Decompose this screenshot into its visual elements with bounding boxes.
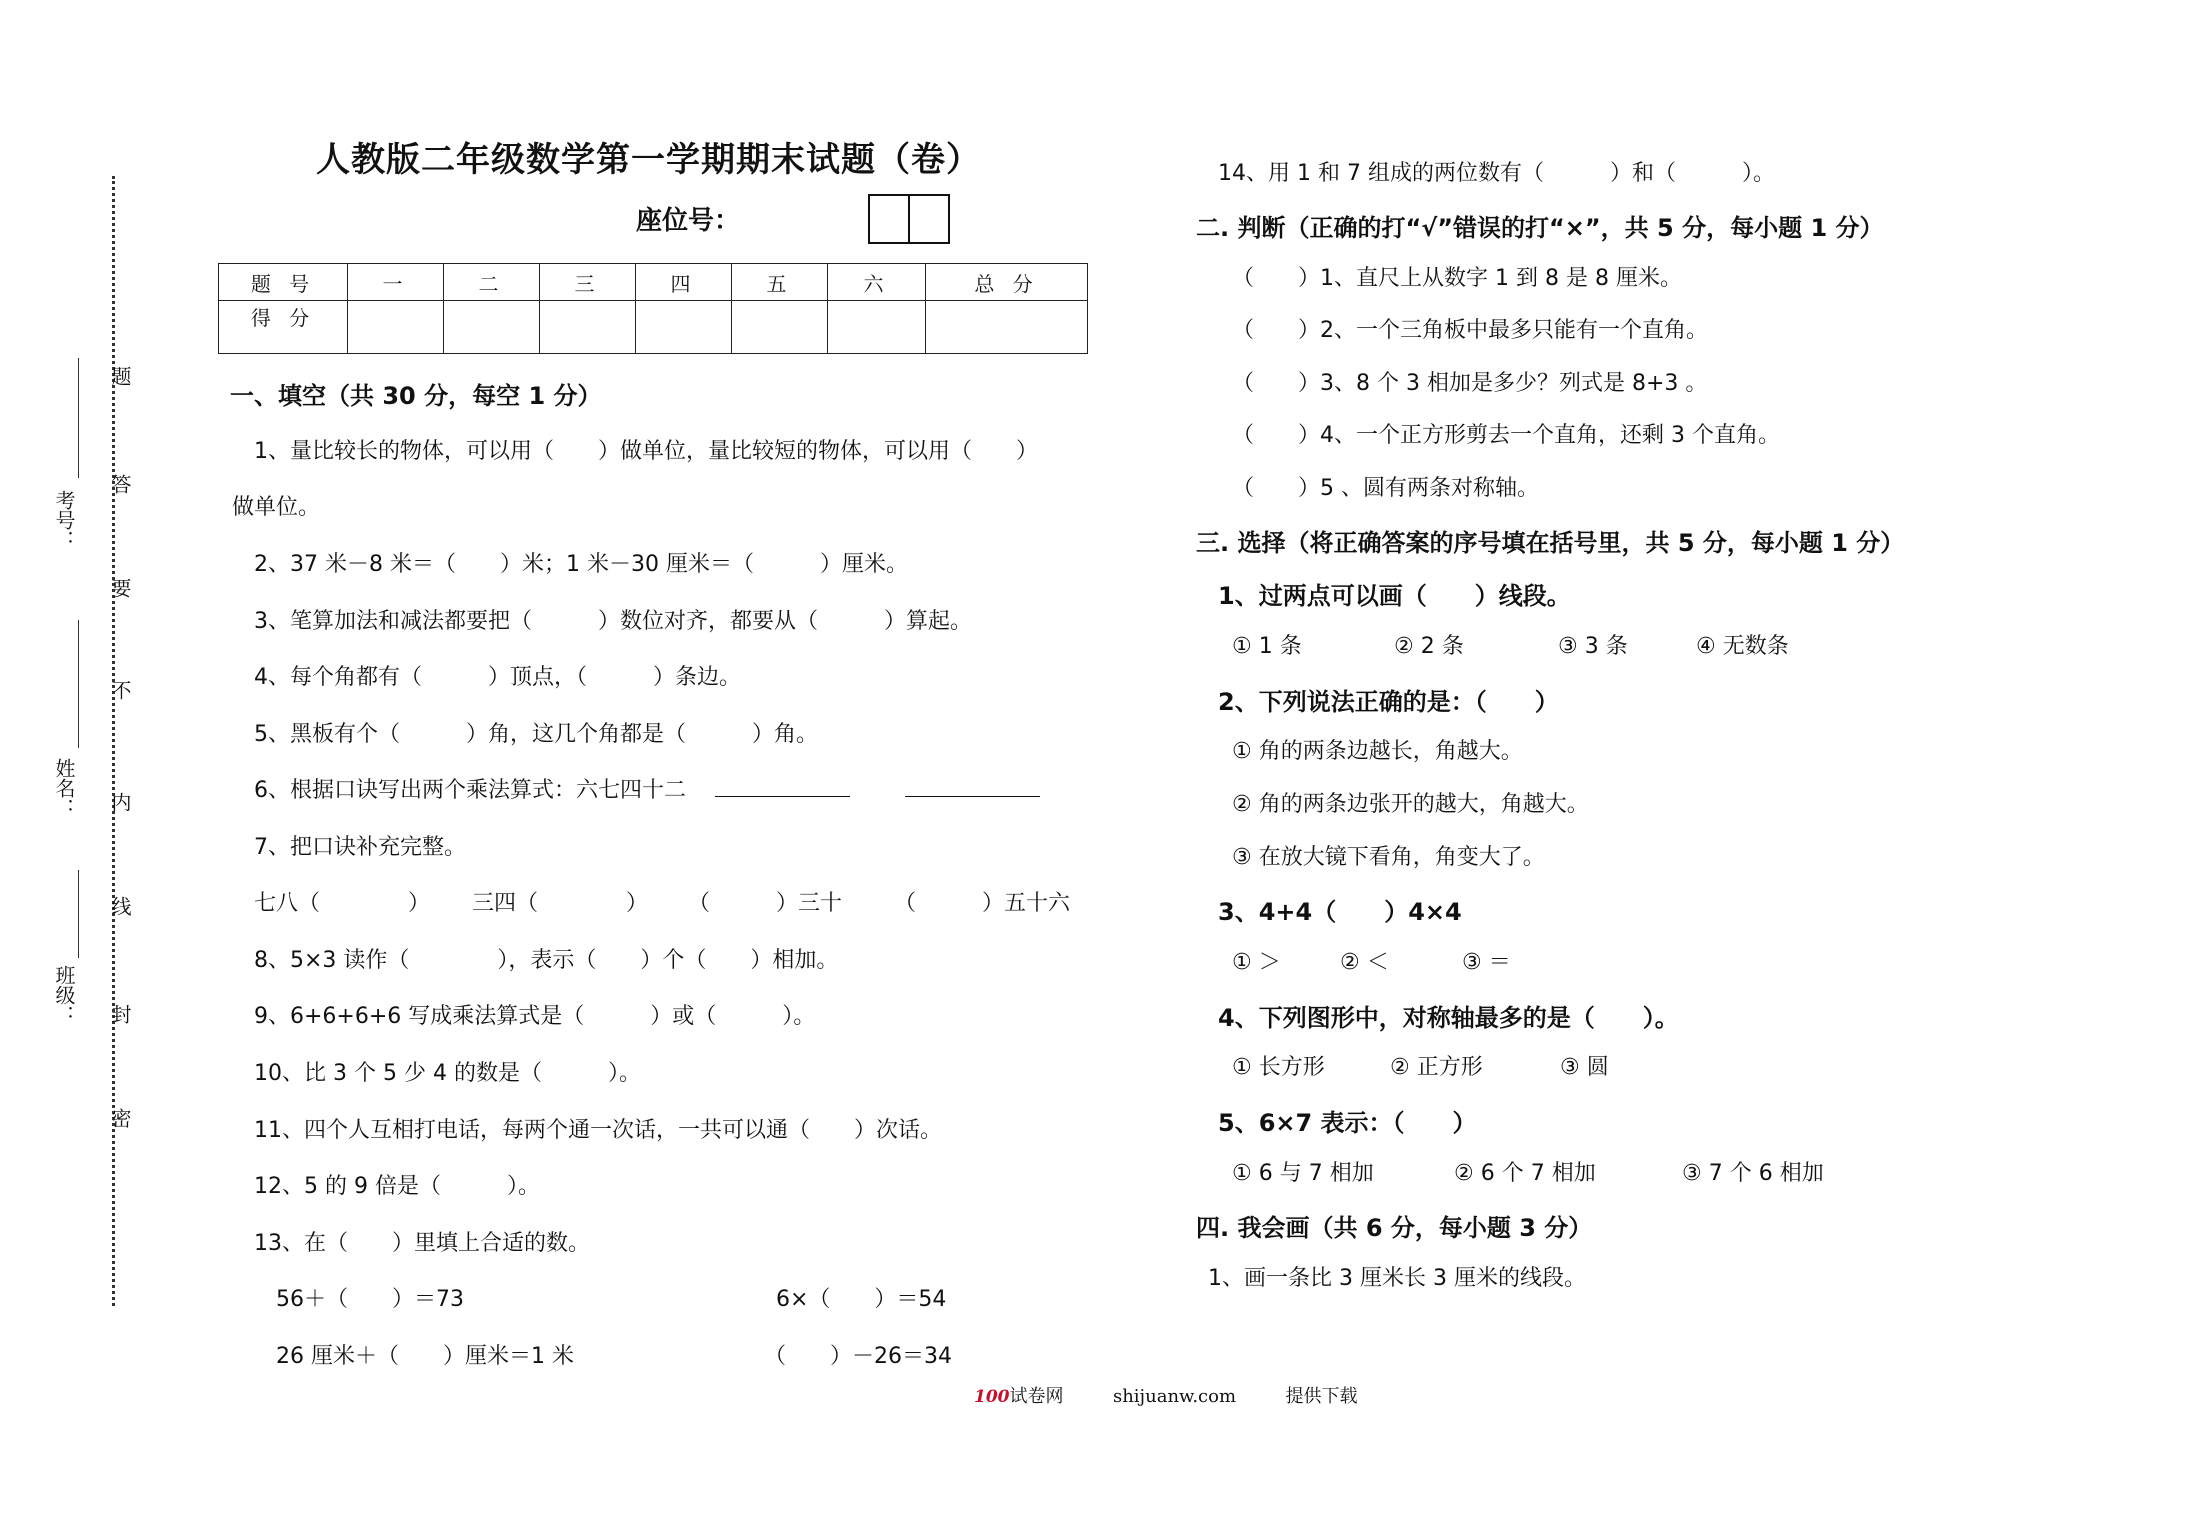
- seal-char: 线: [108, 896, 132, 916]
- seal-char: 答: [108, 474, 132, 494]
- question: 8、5×3 读作（ ），表示（ ）个（ ）相加。: [254, 948, 839, 973]
- option: ② 2 条: [1394, 634, 1464, 659]
- score-cell[interactable]: [444, 301, 540, 354]
- name-label: 姓名：: [52, 758, 76, 818]
- question: 13、在（ ）里填上合适的数。: [254, 1231, 590, 1256]
- option: ① ＞: [1232, 950, 1281, 975]
- judge-item: （ ）1、直尺上从数字 1 到 8 是 8 厘米。: [1232, 266, 1682, 291]
- seal-char: 内: [108, 792, 132, 812]
- footer: [974, 1382, 1358, 1408]
- seat-label: 座位号：: [636, 206, 741, 236]
- page-title: 人教版二年级数学第一学期期末试题（卷）: [316, 140, 981, 180]
- name-fill-line: [78, 620, 79, 748]
- q13-item: 56＋（ ）＝73: [276, 1287, 464, 1312]
- seal-char: 要: [108, 578, 132, 598]
- score-header: 三: [540, 264, 636, 301]
- option: ② 正方形: [1390, 1055, 1483, 1080]
- score-cell[interactable]: [732, 301, 828, 354]
- option: ① 角的两条边越长，角越大。: [1232, 739, 1523, 764]
- question: 5、6×7 表示：（ ）: [1218, 1109, 1477, 1137]
- site-url[interactable]: shijuanw.com: [1112, 1386, 1237, 1407]
- q13-item: 6×（ ）＝54: [776, 1287, 947, 1312]
- question: 12、5 的 9 倍是（ ）。: [254, 1174, 540, 1199]
- question: 9、6+6+6+6 写成乘法算式是（ ）或（ ）。: [254, 1004, 816, 1029]
- question: 10、比 3 个 5 少 4 的数是（ ）。: [254, 1061, 641, 1086]
- option: ① 6 与 7 相加: [1232, 1161, 1374, 1186]
- question: 7、把口诀补充完整。: [254, 835, 466, 860]
- question: 14、用 1 和 7 组成的两位数有（ ）和（ ）。: [1218, 161, 1775, 186]
- question: 4、每个角都有（ ）顶点，（ ）条边。: [254, 665, 741, 690]
- option: ② ＜: [1340, 950, 1389, 975]
- q13-item: （ ）－26＝34: [764, 1344, 952, 1369]
- answer-blank[interactable]: [905, 776, 1040, 797]
- judge-item: （ ）4、一个正方形剪去一个直角，还剩 3 个直角。: [1232, 423, 1780, 448]
- q13-item: 26 厘米＋（ ）厘米＝1 米: [276, 1344, 574, 1369]
- option: ③ 圆: [1560, 1055, 1609, 1080]
- score-header: 五: [732, 264, 828, 301]
- seat-number-boxes[interactable]: [868, 194, 950, 244]
- question: 4、下列图形中，对称轴最多的是（ ）。: [1218, 1004, 1679, 1032]
- q7-item: （ ）五十六: [894, 891, 1071, 916]
- section1-heading: 一、填空（共 30 分，每空 1 分）: [230, 382, 602, 410]
- site-logo: 100: [974, 1387, 1010, 1407]
- option: ③ ＝: [1462, 950, 1511, 975]
- judge-item: （ ）3、8 个 3 相加是多少？列式是 8+3 。: [1232, 371, 1708, 396]
- class-fill-line: [78, 870, 79, 958]
- section4-heading: 四. 我会画（共 6 分，每小题 3 分）: [1196, 1214, 1593, 1242]
- question: 5、黑板有个（ ）角，这几个角都是（ ）角。: [254, 722, 818, 747]
- answer-blank[interactable]: [715, 776, 850, 797]
- option: ④ 无数条: [1696, 634, 1789, 659]
- seal-char: 不: [108, 680, 132, 700]
- question: 1、量比较长的物体，可以用（ ）做单位，量比较短的物体，可以用（ ）: [254, 439, 1038, 464]
- score-cell[interactable]: [540, 301, 636, 354]
- score-header: 题 号: [219, 264, 348, 301]
- question: 11、四个人互相打电话，每两个通一次话，一共可以通（ ）次话。: [254, 1118, 942, 1143]
- section2-heading: 二. 判断（正确的打“√”错误的打“×”，共 5 分，每小题 1 分）: [1196, 214, 1884, 242]
- score-row-label: 得 分: [219, 301, 348, 354]
- option: ③ 7 个 6 相加: [1682, 1161, 1824, 1186]
- score-header: 总 分: [926, 264, 1088, 301]
- option: ③ 3 条: [1558, 634, 1628, 659]
- seal-char: 封: [108, 1004, 132, 1024]
- judge-item: （ ）2、一个三角板中最多只能有一个直角。: [1232, 318, 1708, 343]
- score-cell[interactable]: [926, 301, 1088, 354]
- score-cell[interactable]: [828, 301, 926, 354]
- seal-char: 题: [108, 366, 132, 386]
- option: ③ 在放大镜下看角，角变大了。: [1232, 845, 1545, 870]
- footer-note: 提供下载: [1285, 1386, 1358, 1407]
- question-6: [254, 773, 1040, 804]
- option: ② 角的两条边张开的越大，角越大。: [1232, 792, 1589, 817]
- score-cell[interactable]: [348, 301, 444, 354]
- score-cell[interactable]: [636, 301, 732, 354]
- option: ① 长方形: [1232, 1055, 1325, 1080]
- question-text: 6、根据口诀写出两个乘法算式：六七四十二: [254, 778, 686, 803]
- option: ① 1 条: [1232, 634, 1302, 659]
- score-header: 四: [636, 264, 732, 301]
- score-header: 六: [828, 264, 926, 301]
- question: 1、画一条比 3 厘米长 3 厘米的线段。: [1208, 1266, 1586, 1291]
- seal-char: 密: [108, 1108, 132, 1128]
- score-table: [218, 263, 1088, 354]
- question: 3、笔算加法和减法都要把（ ）数位对齐，都要从（ ）算起。: [254, 609, 972, 634]
- q7-item: 七八（ ）: [254, 891, 431, 916]
- score-header: 一: [348, 264, 444, 301]
- question: 2、37 米－8 米＝（ ）米；1 米－30 厘米＝（ ）厘米。: [254, 552, 908, 577]
- score-header: 二: [444, 264, 540, 301]
- question: 做单位。: [232, 495, 321, 520]
- q7-item: 三四（ ）: [472, 891, 649, 916]
- question: 1、过两点可以画（ ）线段。: [1218, 582, 1571, 610]
- binding-dotted-line: [112, 176, 115, 1306]
- section3-heading: 三. 选择（将正确答案的序号填在括号里，共 5 分，每小题 1 分）: [1196, 529, 1905, 557]
- question: 3、4+4（ ）4×4: [1218, 898, 1462, 926]
- judge-item: （ ）5 、圆有两条对称轴。: [1232, 476, 1539, 501]
- kaohao-fill-line: [78, 358, 79, 478]
- kaohao-label: 考号：: [52, 490, 76, 550]
- q7-item: （ ）三十: [688, 891, 843, 916]
- question: 2、下列说法正确的是：（ ）: [1218, 688, 1559, 716]
- site-name: 试卷网: [1009, 1386, 1064, 1407]
- class-label: 班级：: [52, 965, 76, 1025]
- option: ② 6 个 7 相加: [1454, 1161, 1596, 1186]
